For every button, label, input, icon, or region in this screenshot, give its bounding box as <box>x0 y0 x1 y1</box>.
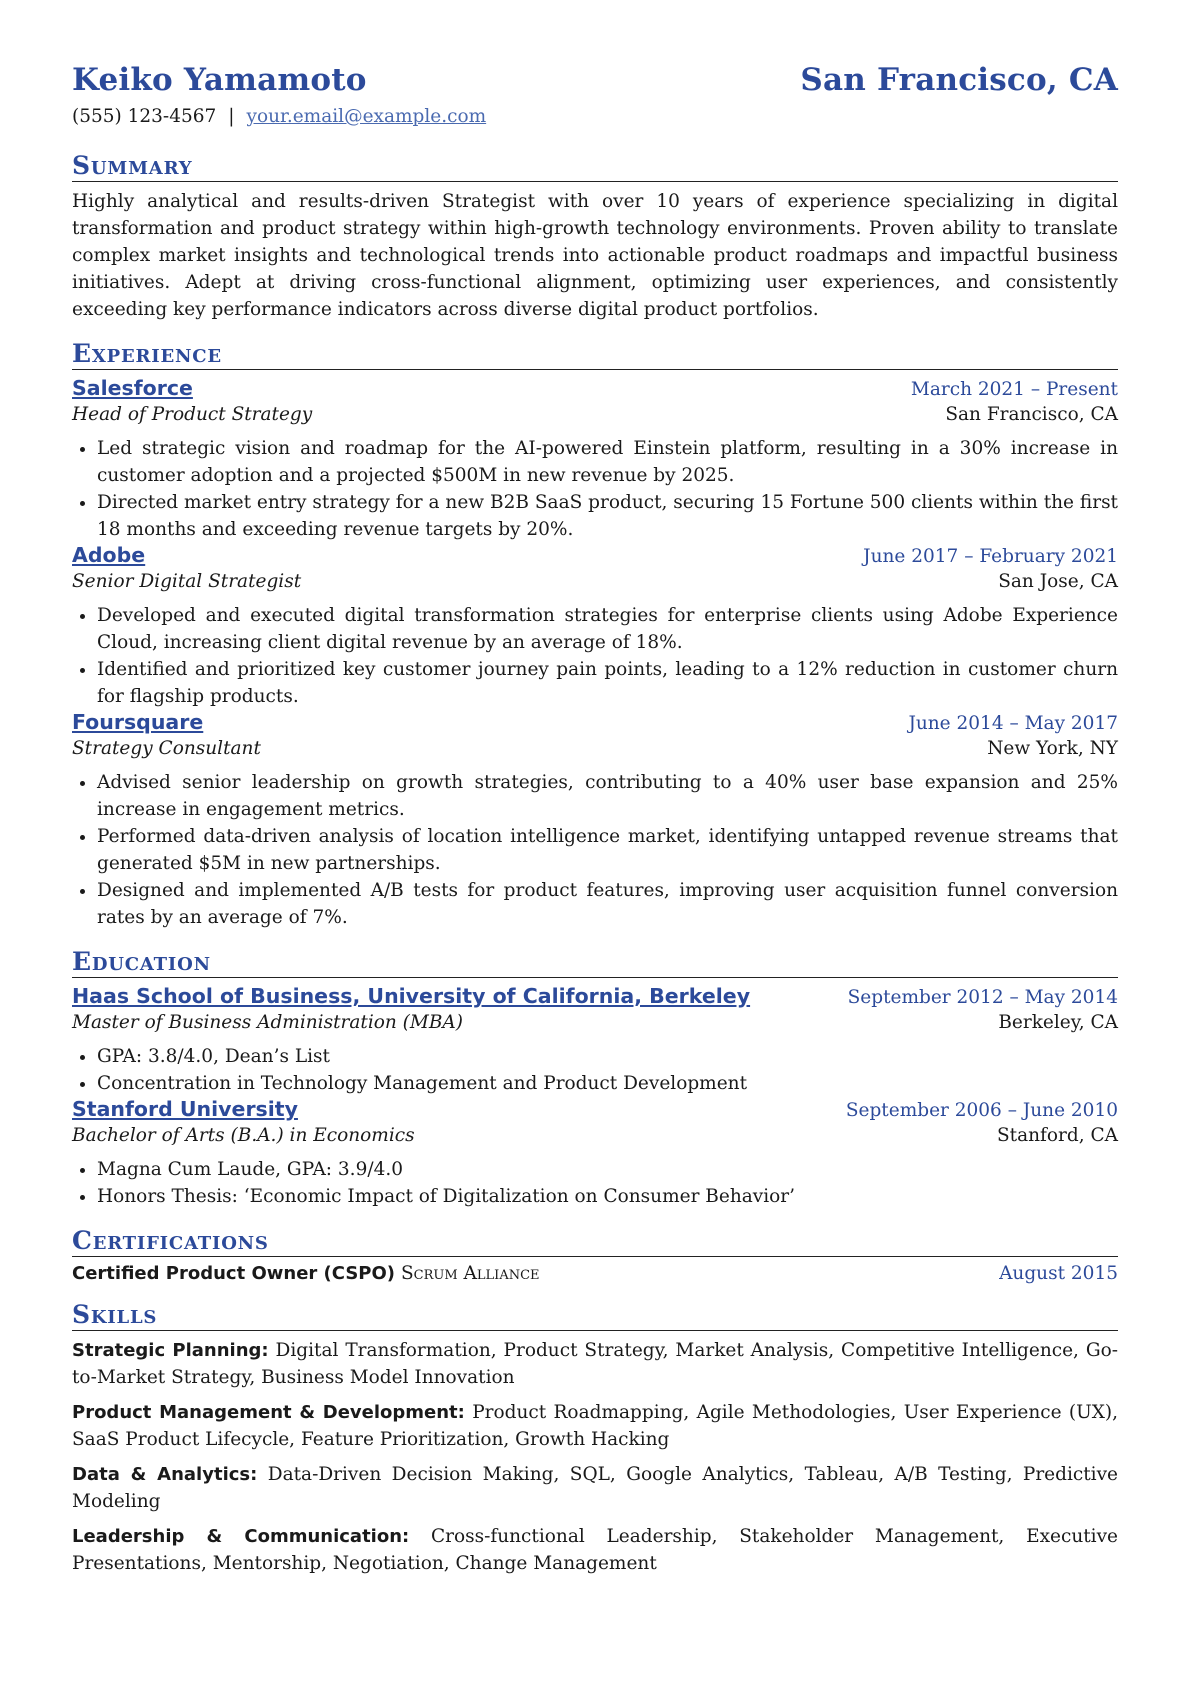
skill-group <box>72 1337 1118 1391</box>
organization-link[interactable]: Haas School of Business, University of California, Berkeley <box>72 984 751 1008</box>
entry-header <box>72 1097 1118 1121</box>
certification-date: August 2015 <box>999 1263 1118 1284</box>
entry-subheader <box>72 571 1118 592</box>
bullet-item: • GPA: 3.8/4.0, Dean’s List <box>97 1043 1118 1070</box>
bullet-list <box>72 435 1118 543</box>
entry-dates: June 2014 – May 2017 <box>908 713 1118 734</box>
section-title-certifications: Certifications <box>72 1226 1118 1257</box>
bullet-item: • Directed market entry strategy for a new B2B SaaS product, securing 15 Fortune 500 clients within the first 18 months and exceeding revenue targets by 20%. <box>97 489 1118 543</box>
summary-text: Highly analytical and results-driven Strategist with over 10 years of experience specializing in digital transformation and product strategy within high-growth technology environments. Proven ability to translate complex market insights and technological trends into actionable product roadmaps and impactful business initiatives. Adept at driving cross-functional alignment, optimizing user experiences, and consistently exceeding key performance indicators across diverse digital product portfolios. <box>72 191 1118 320</box>
candidate-location: San Francisco, CA <box>800 62 1118 98</box>
entry-role: Head of Product Strategy <box>72 404 313 425</box>
certification-name: Certified Product Owner (CSPO) <box>72 1263 395 1284</box>
bullet-item: • Identified and prioritized key customer journey pain points, leading to a 12% reduction in customer churn for flagship products. <box>97 656 1118 710</box>
skill-category: Data & Analytics: <box>72 1464 258 1485</box>
bullet-item: • Designed and implemented A/B tests for product features, improving user acquisition funnel conversion rates by an average of 7%. <box>97 877 1118 931</box>
section-title-education: Education <box>72 947 1118 978</box>
skill-items: Product Roadmapping, Agile Methodologies, User Experience (UX), SaaS Product Lifecycle, Feature Prioritization, Growth Hacking <box>72 1402 1118 1450</box>
entry-subheader <box>72 404 1118 425</box>
organization-link[interactable]: Stanford University <box>72 1097 298 1121</box>
skill-items: Digital Transformation, Product Strategy, Market Analysis, Competitive Intelligence, Go-to-Market Strategy, Business Model Innovation <box>72 1340 1118 1388</box>
skills-list <box>72 1337 1118 1577</box>
contact-line <box>72 106 1118 127</box>
entry-subheader <box>72 738 1118 759</box>
entry-header <box>72 984 1118 1008</box>
entry-header <box>72 543 1118 567</box>
email-link[interactable]: your.email@example.com <box>246 106 487 127</box>
education-list <box>72 984 1118 1210</box>
bullet-list <box>72 602 1118 710</box>
entry-header <box>72 710 1118 734</box>
certifications-list <box>72 1263 1118 1284</box>
entry-dates: March 2021 – Present <box>910 379 1118 400</box>
entry-dates: June 2017 – February 2021 <box>863 546 1118 567</box>
bullet-list <box>72 769 1118 931</box>
organization-link[interactable]: Foursquare <box>72 710 204 734</box>
skill-group <box>72 1523 1118 1577</box>
section-title-experience: Experience <box>72 339 1118 370</box>
entry-header <box>72 376 1118 400</box>
bullet-item: • Performed data-driven analysis of location intelligence market, identifying untapped revenue streams that generated $5M in new partnerships. <box>97 823 1118 877</box>
education-entry <box>72 984 1118 1097</box>
bullet-list <box>72 1156 1118 1210</box>
experience-entry <box>72 376 1118 543</box>
bullet-list <box>72 1043 1118 1097</box>
skill-items: Data-Driven Decision Making, SQL, Google Analytics, Tableau, A/B Testing, Predictive Modeling <box>72 1464 1118 1512</box>
bullet-item: • Advised senior leadership on growth strategies, contributing to a 40% user base expansion and 25% increase in engagement metrics. <box>97 769 1118 823</box>
experience-entry <box>72 543 1118 710</box>
skill-group <box>72 1399 1118 1453</box>
experience-list <box>72 376 1118 931</box>
entry-role: Master of Business Administration (MBA) <box>72 1012 464 1033</box>
skill-category: Product Management & Development: <box>72 1402 465 1423</box>
section-title-summary: Summary <box>72 151 1118 182</box>
certification-info <box>72 1263 540 1284</box>
contact-separator: | <box>228 106 235 127</box>
entry-location: Stanford, CA <box>997 1125 1118 1146</box>
entry-subheader <box>72 1012 1118 1033</box>
skill-category: Leadership & Communication: <box>72 1526 410 1547</box>
bullet-item: • Honors Thesis: ‘Economic Impact of Digitalization on Consumer Behavior’ <box>97 1183 1118 1210</box>
phone-number: (555) 123-4567 <box>72 106 217 127</box>
bullet-item: • Magna Cum Laude, GPA: 3.9/4.0 <box>97 1156 1118 1183</box>
certification-issuer: Scrum Alliance <box>401 1263 540 1284</box>
organization-link[interactable]: Adobe <box>72 543 146 567</box>
experience-entry <box>72 710 1118 931</box>
skill-category: Strategic Planning: <box>72 1340 269 1361</box>
organization-link[interactable]: Salesforce <box>72 376 193 400</box>
entry-dates: September 2006 – June 2010 <box>845 1100 1118 1121</box>
skill-group <box>72 1461 1118 1515</box>
entry-subheader <box>72 1125 1118 1146</box>
entry-location: San Jose, CA <box>998 571 1118 592</box>
education-entry <box>72 1097 1118 1210</box>
candidate-name: Keiko Yamamoto <box>72 62 367 98</box>
certification-row <box>72 1263 1118 1284</box>
section-title-skills: Skills <box>72 1300 1118 1331</box>
entry-location: Berkeley, CA <box>998 1012 1118 1033</box>
entry-role: Strategy Consultant <box>72 738 261 759</box>
entry-role: Senior Digital Strategist <box>72 571 302 592</box>
entry-dates: September 2012 – May 2014 <box>847 987 1118 1008</box>
entry-role: Bachelor of Arts (B.A.) in Economics <box>72 1125 415 1146</box>
resume-header <box>72 0 1118 98</box>
skill-items: Cross-functional Leadership, Stakeholder Management, Executive Presentations, Mentorship, Negotiation, Change Management <box>72 1526 1118 1574</box>
bullet-item: • Led strategic vision and roadmap for the AI-powered Einstein platform, resulting in a 30% increase in customer adoption and a projected $500M in new revenue by 2025. <box>97 435 1118 489</box>
bullet-item: • Concentration in Technology Management and Product Development <box>97 1070 1118 1097</box>
entry-location: New York, NY <box>987 738 1118 759</box>
entry-location: San Francisco, CA <box>945 404 1118 425</box>
bullet-item: • Developed and executed digital transformation strategies for enterprise clients using Adobe Experience Cloud, increasing client digital revenue by an average of 18%. <box>97 602 1118 656</box>
